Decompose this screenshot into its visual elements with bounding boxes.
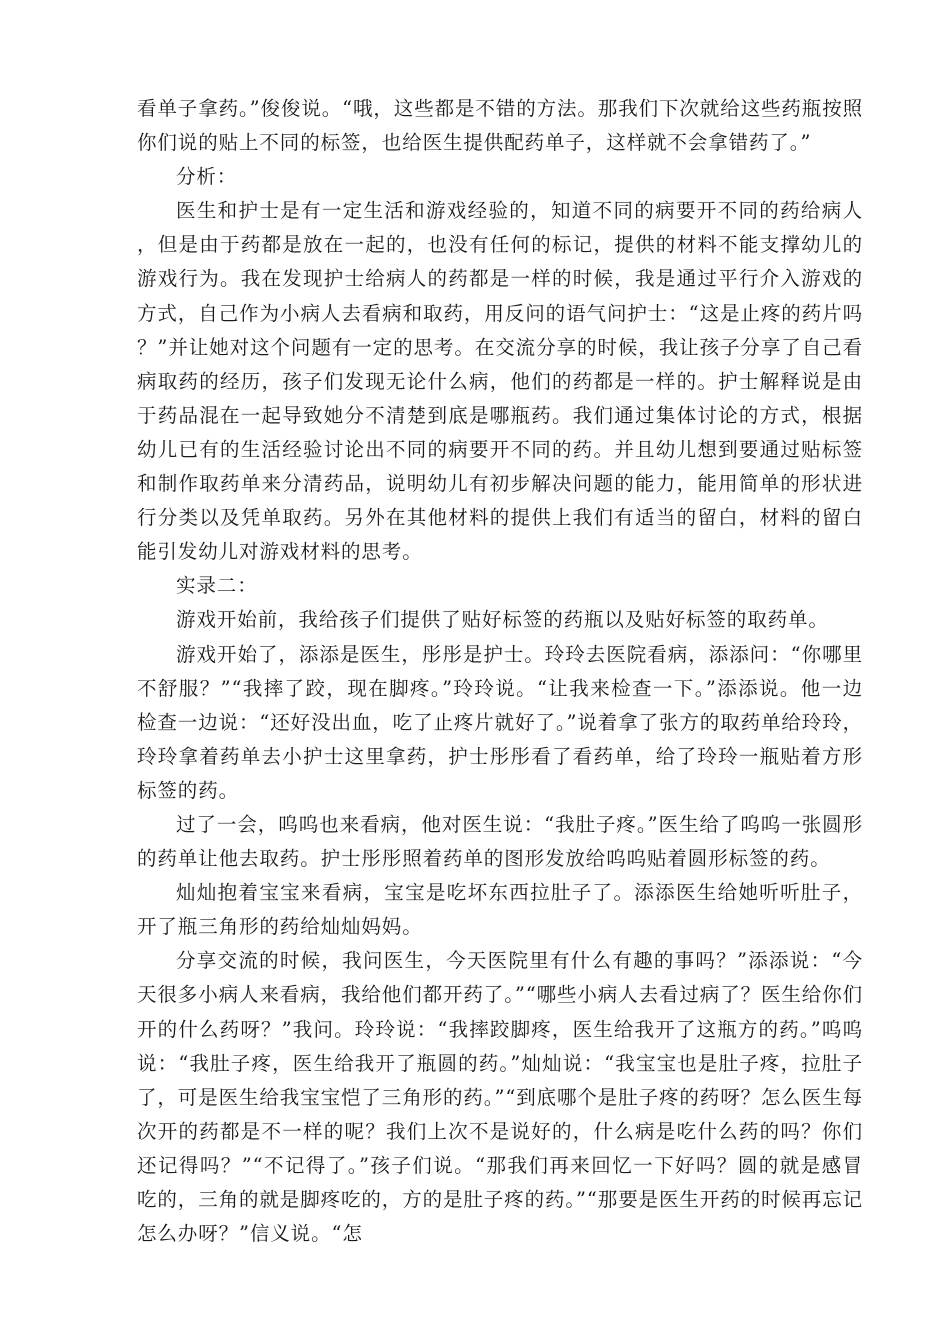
section-heading-analysis: 分析：: [176, 165, 238, 189]
paragraph-sharing: 分享交流的时候，我问医生，今天医院里有什么有趣的事吗？”添添说：“今天很多小病人来看病，我给他们都开药了。”“哪些小病人去看过病了？医生给你们开的什么药呀？”我问。玲玲说：“我摔跤脚疼，医生给我开了这瓶方的药。”呜呜说：“我肚子疼，医生给我开了瓶圆的药。”灿灿说：“我宝宝也是肚子疼，拉肚子了，可是医生给我宝宝恺了三角形的药。”“到底哪个是肚子疼的药呀？怎么医生每次开的药都是不一样的呢？我们上次不是说好的，什么病是吃什么药的吗？你们还记得吗？”“不记得了。”孩子们说。“那我们再来回忆一下好吗？圆的就是感冒吃的，三角的就是脚疼吃的，方的是肚子疼的药。”“那要是医生开药的时候再忘记怎么办呀？”信义说。“怎: [137, 949, 863, 1246]
paragraph-wuwu-visit: 过了一会，呜呜也来看病，他对医生说：“我肚子疼。”医生给了呜呜一张圆形的药单让他去取药。护士彤彤照着药单的图形发放给呜呜贴着圆形标签的药。: [137, 812, 863, 871]
paragraph-before-game: 游戏开始前，我给孩子们提供了贴好标签的药瓶以及贴好标签的取药单。: [176, 608, 829, 632]
paragraph-game-start: 游戏开始了，添添是医生，彤彤是护士。玲玲去医院看病，添添问：“你哪里不舒服？”“我摔了跤，现在脚疼。”玲玲说。“让我来检查一下。”添添说。他一边检查一边说：“还好没出血，吃了止疼片就好了。”说着拿了张方的取药单给玲玲，玲玲拿着药单去小护士这里拿药，护士彤彤看了看药单，给了玲玲一瓶贴着方形标签的药。: [137, 642, 863, 802]
section-heading-record-two: 实录二：: [176, 574, 258, 598]
paragraph-cancan-visit: 灿灿抱着宝宝来看病，宝宝是吃坏东西拉肚子了。添添医生给她听听肚子，开了瓶三角形的药给灿灿妈妈。: [137, 881, 863, 939]
document-body: [137, 92, 863, 1251]
paragraph-analysis: 医生和护士是有一定生活和游戏经验的，知道不同的病要开不同的药给病人，但是由于药都是放在一起的，也没有任何的标记，提供的材料不能支撑幼儿的游戏行为。我在发现护士给病人的药都是一样的时候，我是通过平行介入游戏的方式，自己作为小病人去看病和取药，用反问的语气问护士：“这是止疼的药片吗？”并让她对这个问题有一定的思考。在交流分享的时候，我让孩子分享了自己看病取药的经历，孩子们发现无论什么病，他们的药都是一样的。护士解释说是由于药品混在一起导致她分不清楚到底是哪瓶药。我们通过集体讨论的方式，根据幼儿已有的生活经验讨论出不同的病要开不同的药。并且幼儿想到要通过贴标签和制作取药单来分清药品，说明幼儿有初步解决问题的能力，能用简单的形状进行分类以及凭单取药。另外在其他材料的提供上我们有适当的留白，材料的留白能引发幼儿对游戏材料的思考。: [137, 199, 863, 564]
paragraph-continuation: 看单子拿药。”俊俊说。“哦，这些都是不错的方法。那我们下次就给这些药瓶按照你们说的贴上不同的标签，也给医生提供配药单子，这样就不会拿错药了。”: [137, 97, 863, 155]
